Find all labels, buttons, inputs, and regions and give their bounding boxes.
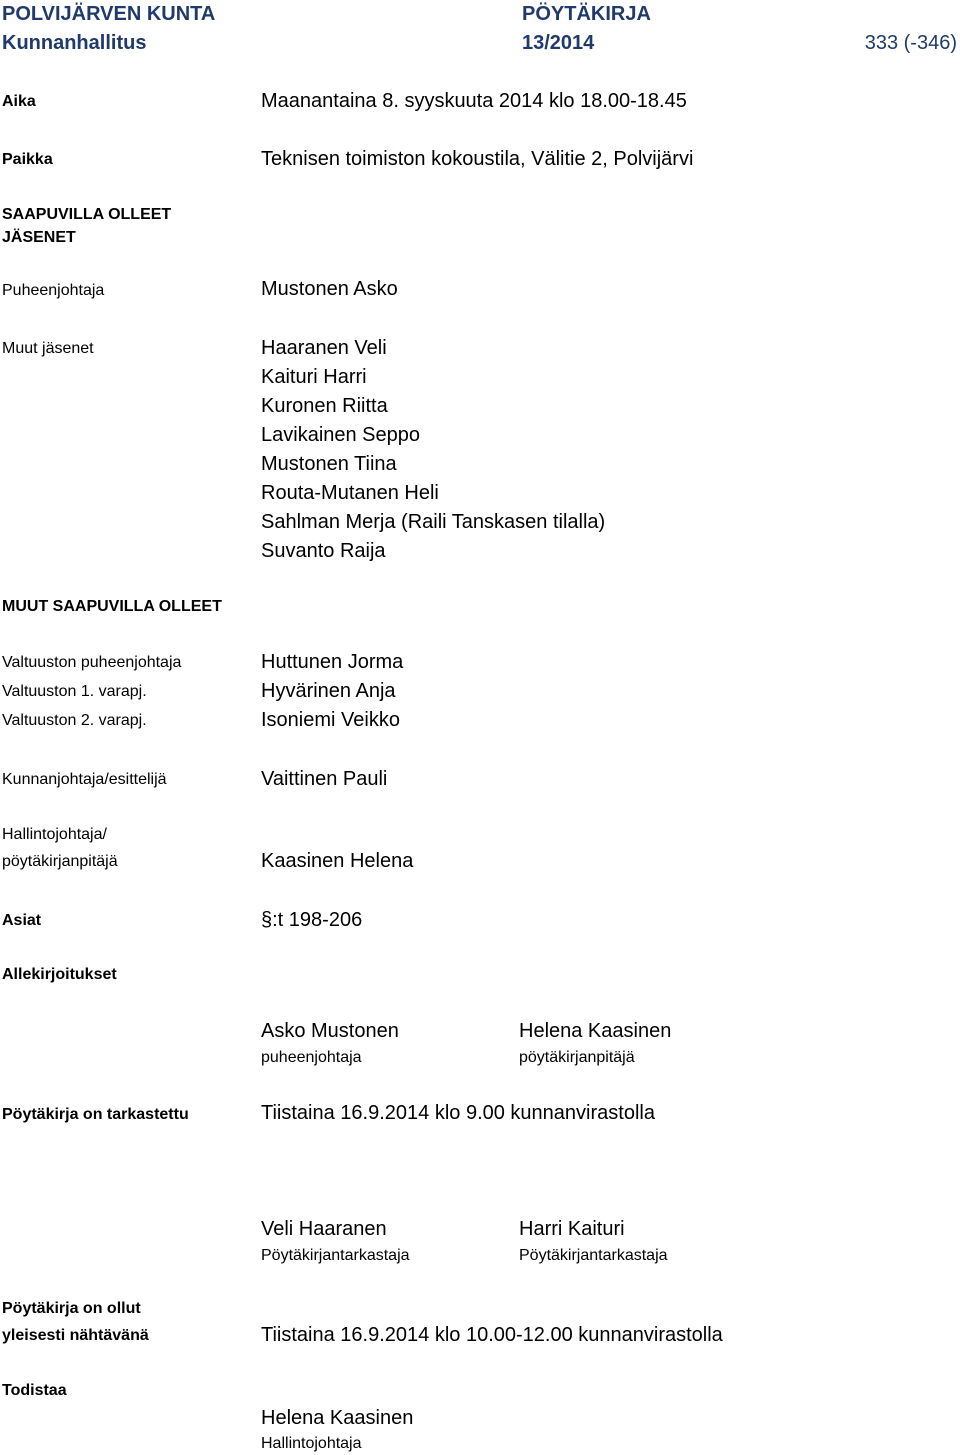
member-name: Kaituri Harri (261, 366, 367, 388)
manager-value: Vaittinen Pauli (261, 768, 388, 790)
municipality-name: POLVIJÄRVEN KUNTA (2, 3, 216, 25)
document-type: PÖYTÄKIRJA (522, 3, 651, 25)
certify-label: Todistaa (2, 1382, 67, 1399)
chair-value: Mustonen Asko (261, 278, 398, 300)
council-vice2-label: Valtuuston 2. varapj. (2, 712, 147, 729)
secretary-label: Hallintojohtaja/ (2, 826, 107, 843)
document-number: 13/2014 (522, 32, 595, 54)
member-name: Haaranen Veli (261, 337, 387, 359)
other-members-list (261, 334, 605, 566)
time-label: Aika (2, 93, 36, 110)
checker1-role: Pöytäkirjantarkastaja (261, 1247, 410, 1264)
public-label: Pöytäkirja on ollut (2, 1300, 141, 1317)
signature-chair-role: puheenjohtaja (261, 1049, 362, 1066)
certify-name: Helena Kaasinen (261, 1407, 414, 1429)
board-name: Kunnanhallitus (2, 32, 147, 54)
member-name: Mustonen Tiina (261, 453, 397, 475)
chair-label: Puheenjohtaja (2, 282, 105, 299)
council-chair-label: Valtuuston puheenjohtaja (2, 654, 182, 671)
time-value: Maanantaina 8. syyskuuta 2014 klo 18.00-18.45 (261, 90, 687, 112)
certify-role: Hallintojohtaja (261, 1435, 362, 1452)
public-value: Tiistaina 16.9.2014 klo 10.00-12.00 kunnanvirastolla (261, 1324, 723, 1346)
member-name: Kuronen Riitta (261, 395, 388, 417)
other-present-section-title: MUUT SAAPUVILLA OLLEET (2, 598, 222, 615)
member-name: Lavikainen Seppo (261, 424, 421, 446)
signature-secretary-role: pöytäkirjanpitäjä (519, 1049, 635, 1066)
checked-value: Tiistaina 16.9.2014 klo 9.00 kunnanvirastolla (261, 1102, 655, 1124)
council-chair-value: Huttunen Jorma (261, 651, 404, 673)
other-members-label: Muut jäsenet (2, 340, 94, 357)
checker1-name: Veli Haaranen (261, 1218, 387, 1240)
secretary-value: Kaasinen Helena (261, 850, 414, 872)
member-name: Suvanto Raija (261, 540, 386, 562)
checker2-role: Pöytäkirjantarkastaja (519, 1247, 668, 1264)
signature-chair-name: Asko Mustonen (261, 1020, 399, 1042)
members-section-title-2: JÄSENET (2, 229, 76, 246)
member-name: Sahlman Merja (Raili Tanskasen tilalla) (261, 511, 606, 533)
manager-label: Kunnanjohtaja/esittelijä (2, 771, 167, 788)
council-vice2-value: Isoniemi Veikko (261, 709, 400, 731)
members-section-title: SAAPUVILLA OLLEET (2, 206, 172, 223)
member-name: Routa-Mutanen Heli (261, 482, 439, 504)
matters-label: Asiat (2, 912, 42, 929)
secretary-label-2: pöytäkirjanpitäjä (2, 853, 118, 870)
page-range: 333 (-346) (864, 32, 957, 54)
council-vice1-value: Hyvärinen Anja (261, 680, 396, 702)
matters-value: §:t 198-206 (261, 909, 363, 931)
council-vice1-label: Valtuuston 1. varapj. (2, 683, 147, 700)
signature-secretary-name: Helena Kaasinen (519, 1020, 672, 1042)
place-value: Teknisen toimiston kokoustila, Välitie 2, Polvijärvi (261, 148, 694, 170)
signatures-label: Allekirjoitukset (2, 966, 117, 983)
public-label-2: yleisesti nähtävänä (2, 1327, 149, 1344)
place-label: Paikka (2, 151, 53, 168)
checker2-name: Harri Kaituri (519, 1218, 625, 1240)
checked-label: Pöytäkirja on tarkastettu (2, 1106, 189, 1123)
